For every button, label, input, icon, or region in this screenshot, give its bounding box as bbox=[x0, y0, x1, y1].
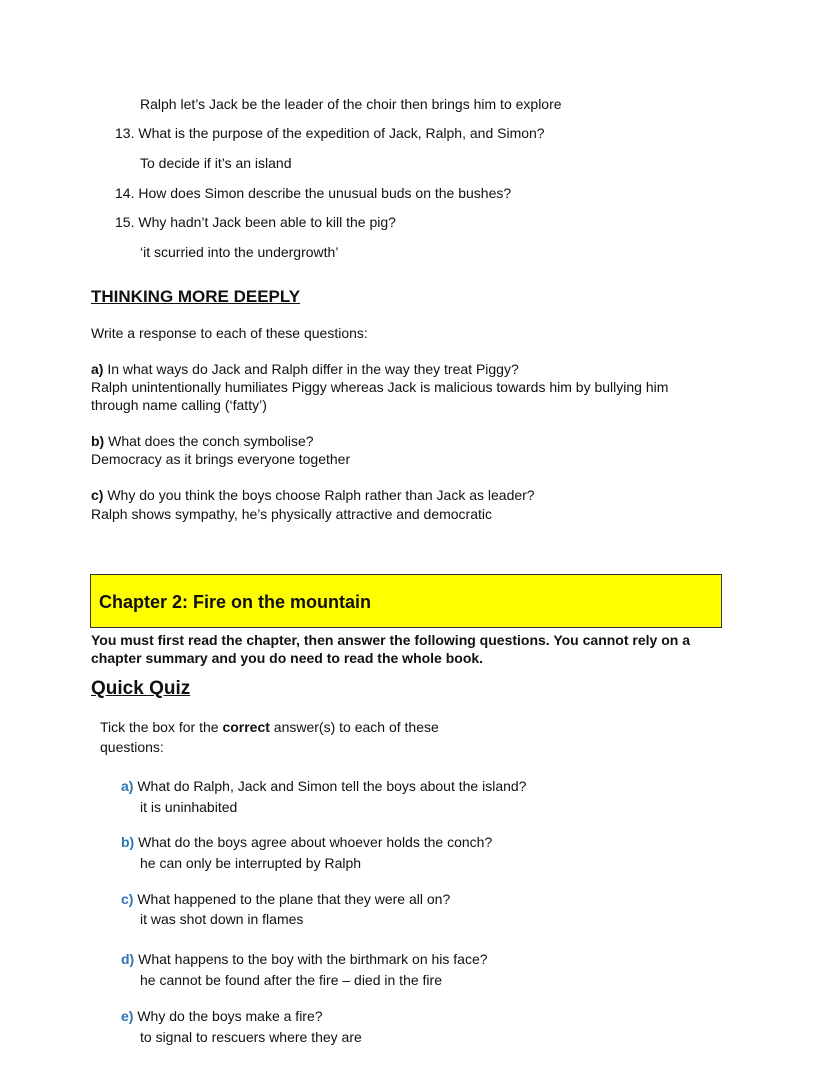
question-14: 14. How does Simon describe the unusual buds on the bushes? bbox=[115, 185, 512, 201]
thinking-answer-b: Democracy as it brings everyone together bbox=[91, 451, 351, 467]
question-letter: d) bbox=[121, 951, 135, 967]
answer-13: To decide if it’s an island bbox=[140, 155, 292, 171]
question-letter: b) bbox=[121, 834, 135, 850]
quiz-question-c bbox=[121, 891, 450, 907]
question-letter: a) bbox=[121, 778, 134, 794]
quiz-question-b bbox=[121, 834, 492, 850]
quick-quiz-heading: Quick Quiz bbox=[91, 678, 191, 699]
question-text: What happens to the boy with the birthmark on his face? bbox=[134, 951, 488, 967]
thinking-question-a bbox=[91, 361, 519, 377]
question-letter: c) bbox=[91, 487, 104, 503]
thinking-answer-c: Ralph shows sympathy, he’s physically attractive and democratic bbox=[91, 506, 492, 522]
quiz-intro-bold: correct bbox=[222, 719, 270, 735]
quiz-answer-e: to signal to rescuers where they are bbox=[140, 1029, 362, 1045]
question-15: 15. Why hadn’t Jack been able to kill the pig? bbox=[115, 214, 396, 230]
quiz-intro-line2: questions: bbox=[100, 739, 164, 755]
question-letter: a) bbox=[91, 361, 104, 377]
chapter-title-box bbox=[90, 574, 722, 628]
thinking-question-b bbox=[91, 433, 314, 449]
question-letter: c) bbox=[121, 891, 134, 907]
thinking-answer-a-line2: through name calling (‘fatty’) bbox=[91, 397, 267, 413]
chapter-title: Chapter 2: Fire on the mountain bbox=[99, 592, 372, 612]
answer-15: ‘it scurried into the undergrowth’ bbox=[140, 244, 339, 260]
question-text: Why do you think the boys choose Ralph rather than Jack as leader? bbox=[103, 487, 535, 503]
thinking-heading: THINKING MORE DEEPLY bbox=[91, 287, 301, 306]
thinking-answer-a-line1: Ralph unintentionally humiliates Piggy whereas Jack is malicious towards him by bullying him bbox=[91, 379, 669, 395]
question-letter: e) bbox=[121, 1008, 134, 1024]
question-text: What do the boys agree about whoever holds the conch? bbox=[134, 834, 493, 850]
thinking-intro: Write a response to each of these questions: bbox=[91, 325, 368, 341]
question-text: What does the conch symbolise? bbox=[104, 433, 314, 449]
question-letter: b) bbox=[91, 433, 105, 449]
quiz-intro-text: Tick the box for the bbox=[100, 719, 223, 735]
question-13: 13. What is the purpose of the expedition of Jack, Ralph, and Simon? bbox=[115, 125, 545, 141]
question-text: Why do the boys make a fire? bbox=[133, 1008, 323, 1024]
thinking-question-c bbox=[91, 487, 535, 503]
quiz-question-e bbox=[121, 1008, 323, 1024]
question-text: What happened to the plane that they were all on? bbox=[133, 891, 451, 907]
quiz-answer-c: it was shot down in flames bbox=[140, 911, 304, 927]
quiz-intro bbox=[100, 719, 439, 735]
quiz-question-d bbox=[121, 951, 488, 967]
chapter-instruction-line2: chapter summary and you do need to read the whole book. bbox=[91, 650, 484, 666]
chapter-instruction-line1: You must first read the chapter, then answer the following questions. You cannot rely on a bbox=[91, 632, 690, 648]
quiz-intro-text-end: answer(s) to each of these bbox=[269, 719, 439, 735]
quiz-answer-b: he can only be interrupted by Ralph bbox=[140, 855, 362, 871]
answer-12: Ralph let’s Jack be the leader of the choir then brings him to explore bbox=[140, 96, 562, 112]
quiz-question-a bbox=[121, 778, 526, 794]
quiz-answer-d: he cannot be found after the fire – died in the fire bbox=[140, 972, 442, 988]
quiz-answer-a: it is uninhabited bbox=[140, 799, 238, 815]
question-text: In what ways do Jack and Ralph differ in the way they treat Piggy? bbox=[103, 361, 519, 377]
question-text: What do Ralph, Jack and Simon tell the boys about the island? bbox=[133, 778, 527, 794]
